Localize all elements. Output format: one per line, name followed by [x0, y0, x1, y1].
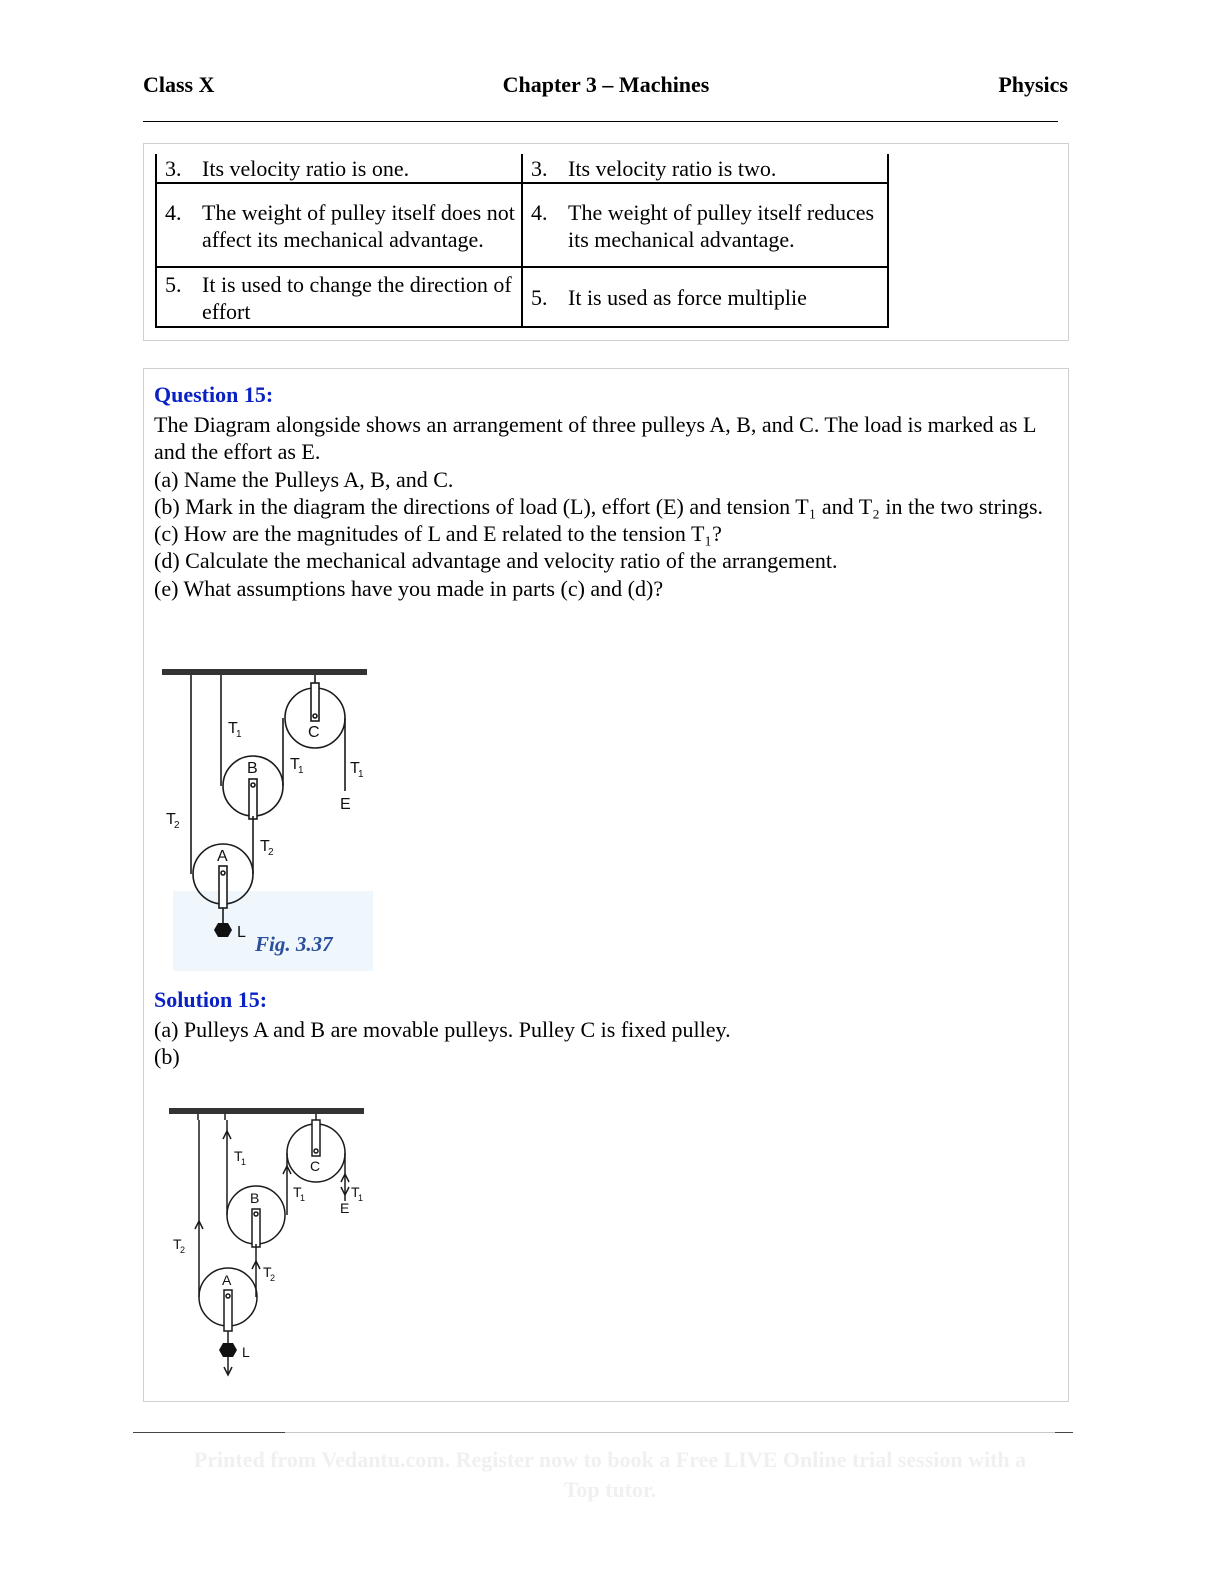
label-t1-left-sub: 1: [236, 729, 242, 740]
footer-line-2: Top tutor.: [563, 1477, 657, 1502]
image-shadow: [173, 891, 373, 971]
solution-body: [154, 1016, 731, 1071]
subject-label: Physics: [998, 72, 1068, 97]
item-number: 3.: [531, 156, 548, 181]
pulley-a-strap: [219, 866, 227, 908]
label-t1-left: T: [228, 720, 238, 737]
question-intro: The Diagram alongside shows an arrangement of three pulleys A, B, and C. The load is marked as L and the effort as E.: [154, 412, 1036, 465]
label-t2-right-sub: 2: [270, 1273, 276, 1283]
question-part-c: (c) How are the magnitudes of L and E related to the tension T₁?: [154, 521, 722, 547]
table-cell: [522, 154, 888, 183]
table-cell: [156, 183, 522, 267]
label-t1-left: T: [234, 1148, 243, 1164]
ceiling-beam: [169, 1108, 364, 1114]
label-a: A: [217, 848, 228, 865]
label-t1-middle: T: [290, 756, 300, 773]
item-number: 4.: [531, 199, 548, 225]
label-b: B: [247, 760, 258, 777]
question-title: Question 15:: [154, 382, 274, 407]
table-row: [156, 267, 888, 327]
question-body: [154, 411, 1066, 602]
item-text: The weight of pulley itself does not affect its mechanical advantage.: [202, 199, 515, 252]
table-cell: [522, 267, 888, 327]
label-load: L: [237, 924, 246, 941]
label-load: L: [242, 1344, 250, 1360]
footer-watermark: [150, 1445, 1070, 1505]
table-row: [156, 183, 888, 267]
label-t1-middle: T: [293, 1184, 302, 1200]
pulley-b-strap: [249, 779, 257, 819]
label-effort: E: [340, 1200, 350, 1216]
label-a: A: [222, 1272, 232, 1288]
pulley-diagram-question: [158, 661, 383, 991]
pulley-a-strap: [224, 1290, 232, 1331]
solution-part-a: (a) Pulleys A and B are movable pulleys. Pulley C is fixed pulley.: [154, 1017, 731, 1042]
pulley-b-strap: [252, 1209, 260, 1247]
label-effort: E: [340, 796, 351, 813]
label-b: B: [250, 1190, 260, 1206]
pulley-c-strap: [311, 683, 319, 721]
item-text: Its velocity ratio is two.: [568, 156, 777, 181]
table-cell: [156, 154, 522, 183]
label-c: C: [308, 724, 320, 741]
item-text: The weight of pulley itself reduces its mechanical advantage.: [568, 199, 875, 252]
item-number: 5.: [165, 271, 182, 297]
table-cell: [522, 183, 888, 267]
pulley-diagram-solution: [164, 1101, 384, 1391]
comparison-table: [155, 154, 889, 328]
label-t2-left: T: [173, 1236, 182, 1252]
label-t1-right: T: [350, 760, 360, 777]
comparison-box: [143, 143, 1069, 341]
question-part-b: (b) Mark in the diagram the directions of load (L), effort (E) and tension T₁ and T₂ in the two strings.: [154, 493, 1044, 519]
item-text: Its velocity ratio is one.: [202, 156, 410, 181]
label-t2-left-sub: 2: [174, 820, 180, 831]
item-number: 4.: [165, 199, 182, 225]
ceiling-beam: [162, 669, 367, 675]
label-t1-middle-sub: 1: [298, 765, 304, 776]
label-t2-left-sub: 2: [180, 1245, 186, 1255]
question-box: [143, 368, 1069, 1402]
class-label: Class X: [143, 72, 215, 97]
label-t2-right: T: [263, 1264, 272, 1280]
item-number: 5.: [531, 285, 548, 310]
item-number: 3.: [165, 156, 182, 181]
header-rule: [143, 121, 1058, 122]
figure-caption: Fig. 3.37: [255, 932, 333, 956]
pulley-c-strap: [312, 1120, 320, 1156]
label-t1-middle-sub: 1: [300, 1193, 306, 1203]
label-t1-right-sub: 1: [358, 1193, 364, 1203]
load-weight: [219, 1343, 237, 1357]
question-part-e: (e) What assumptions have you made in parts (c) and (d)?: [154, 575, 664, 601]
question-part-d: (d) Calculate the mechanical advantage and velocity ratio of the arrangement.: [154, 548, 838, 574]
item-text: It is used to change the direction of effort: [202, 271, 512, 324]
table-row: [156, 154, 888, 183]
item-text: It is used as force multiplie: [568, 285, 807, 310]
label-t2-left: T: [166, 811, 176, 828]
label-t2-right-sub: 2: [268, 847, 274, 858]
question-part-a: (a) Name the Pulleys A, B, and C.: [154, 466, 454, 492]
footer-rule-left: [133, 1432, 285, 1433]
footer-line-1: Printed from Vedantu.com. Register now to book a Free LIVE Online trial session with a: [193, 1447, 1027, 1472]
table-cell: [156, 267, 522, 327]
chapter-title: Chapter 3 – Machines: [502, 72, 710, 97]
label-c: C: [310, 1158, 321, 1174]
label-t1-right: T: [351, 1184, 360, 1200]
footer-rule-right: [1055, 1432, 1073, 1433]
solution-title: Solution 15:: [154, 987, 268, 1012]
label-t1-left-sub: 1: [241, 1157, 247, 1167]
label-t1-right-sub: 1: [358, 769, 364, 780]
solution-part-b: (b): [154, 1044, 180, 1070]
label-t2-right: T: [260, 838, 270, 855]
